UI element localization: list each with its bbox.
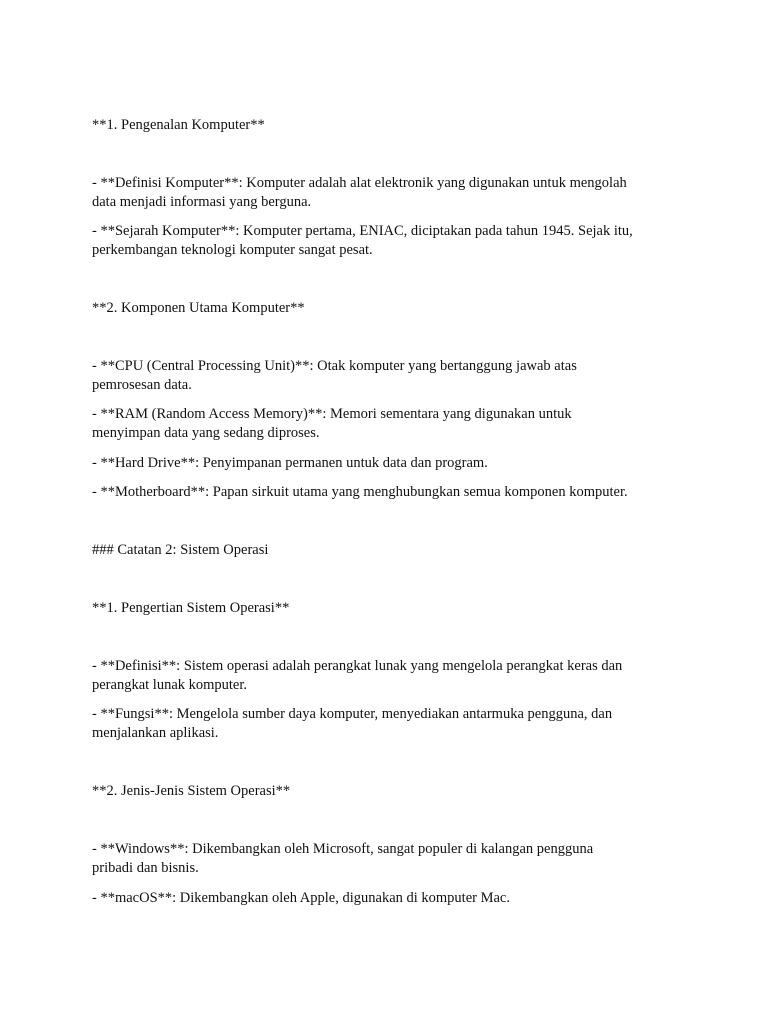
list-item-continuation: menyimpan data yang sedang diproses. [92,425,320,441]
list-item-continuation: pribadi dan bisnis. [92,860,199,876]
section-heading: **1. Pengertian Sistem Operasi** [92,600,290,616]
list-item: - **Definisi Komputer**: Komputer adalah alat elektronik yang digunakan untuk mengolah [92,175,627,191]
list-item: - **Definisi**: Sistem operasi adalah perangkat lunak yang mengelola perangkat keras dan [92,658,623,674]
list-item-continuation: menjalankan aplikasi. [92,725,219,741]
section-heading: **2. Jenis-Jenis Sistem Operasi** [92,783,291,799]
section-heading: **2. Komponen Utama Komputer** [92,300,305,316]
list-item: - **RAM (Random Access Memory)**: Memori sementara yang digunakan untuk [92,406,572,422]
section-heading: **1. Pengenalan Komputer** [92,117,265,133]
list-item: - **macOS**: Dikembangkan oleh Apple, digunakan di komputer Mac. [92,890,510,906]
list-item: - **Motherboard**: Papan sirkuit utama yang menghubungkan semua komponen komputer. [92,484,628,500]
list-item: - **Windows**: Dikembangkan oleh Microsoft, sangat populer di kalangan pengguna [92,841,594,857]
list-item-continuation: perkembangan teknologi komputer sangat pesat. [92,242,373,258]
list-item: - **Sejarah Komputer**: Komputer pertama, ENIAC, diciptakan pada tahun 1945. Sejak itu, [92,223,633,239]
list-item-continuation: data menjadi informasi yang berguna. [92,194,312,210]
list-item: - **CPU (Central Processing Unit)**: Otak komputer yang bertanggung jawab atas [92,358,577,374]
list-item-continuation: pemrosesan data. [92,377,192,393]
list-item-continuation: perangkat lunak komputer. [92,677,248,693]
list-item: - **Fungsi**: Mengelola sumber daya komputer, menyediakan antarmuka pengguna, dan [92,706,613,722]
chapter-heading: ### Catatan 2: Sistem Operasi [92,542,269,558]
list-item: - **Hard Drive**: Penyimpanan permanen untuk data dan program. [92,455,488,471]
